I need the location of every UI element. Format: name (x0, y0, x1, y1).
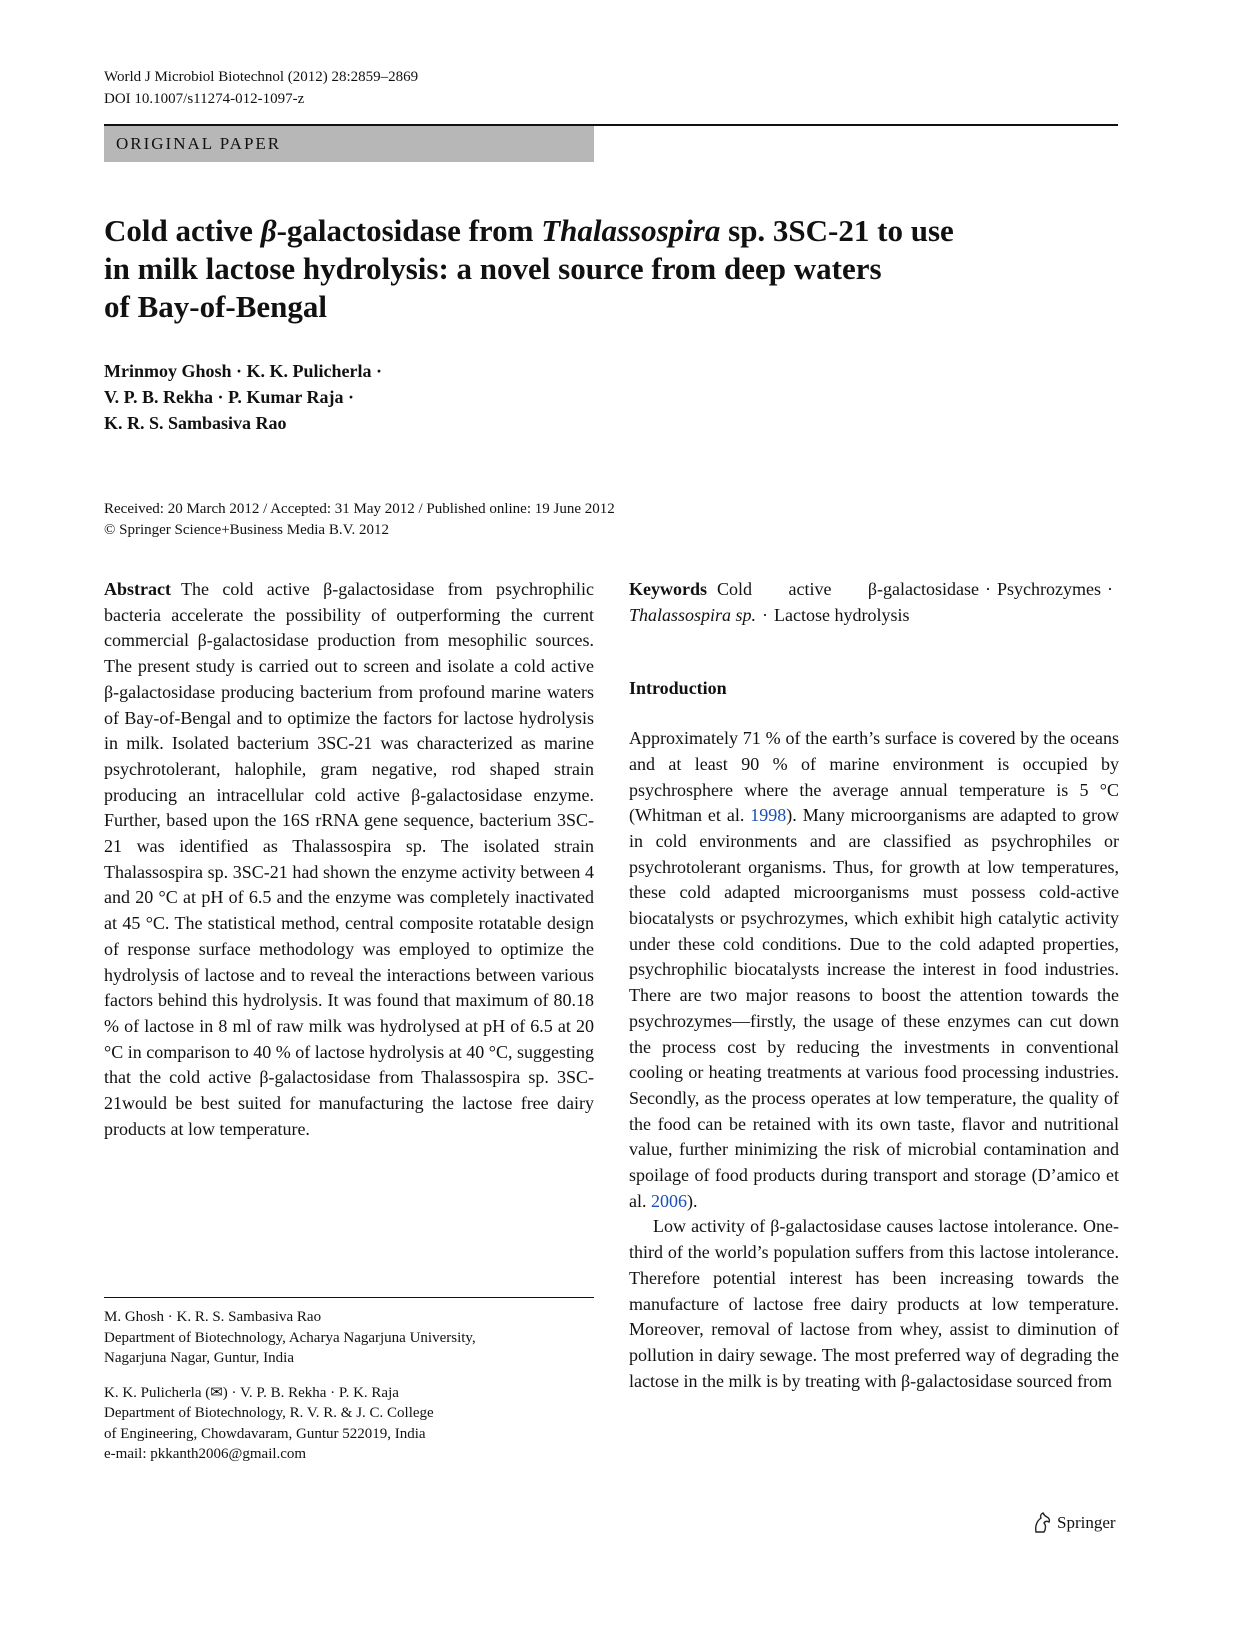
abstract-label: Abstract (104, 579, 171, 599)
abstract-text: The cold active β-galactosidase from psychrophilic bacteria accelerate the possibility of outperforming the current commercial β-galactosidase production from mesophilic sources. The present study is carried out to screen and isolate a cold active β-galactosidase producing bacterium from profound marine waters of Bay-of-Bengal and to optimize the factors for lactose hydrolysis in milk. Isolated bacterium 3SC-21 was characterized as marine psychrotolerant, halophile, gram negative, rod shaped strain producing an intracellular cold active β-galactosidase enzyme. Further, based upon the 16S rRNA gene sequence, bacterium 3SC-21 was identified as Thalassospira sp. The isolated strain Thalassospira sp. 3SC-21 had shown the enzyme activity between 4 and 20 °C at pH of 6.5 and the enzyme was completely inactivated at 45 °C. The statistical method, central composite rotatable design of response surface methodology was employed to optimize the hydrolysis of lactose and to reveal the interactions between various factors behind this hydrolysis. It was found that maximum of 80.18 % of lactose in 8 ml of raw milk was hydrolysed at pH of 6.5 at 20 °C in comparison to 40 % of lactose hydrolysis at 40 °C, suggesting that the cold active β-galactosidase from Thalassospira sp. 3SC-21would be best suited for manufacturing the lactose free dairy products at low temperature. (104, 579, 594, 1139)
intro-paragraph-1: Approximately 71 % of the earth’s surface is covered by the oceans and at least 90 % of marine environment is occupied by psychrosphere where the average annual temperature is 5 °C (Whitman et al. 1998). Many microorganisms are adapted to grow in cold environments and are classified as psychrophiles or psychrotolerant organisms. Thus, for growth at low temperatures, these cold adapted microorganisms must possess cold-active biocatalysts or psychrozymes, which exhibit high catalytic activity under these cold conditions. Due to the cold adapted properties, psychrophilic biocatalysts increase the interest in food industries. There are two major reasons to boost the attention towards the psychrozymes—firstly, the usage of these enzymes can cut down the process cost by reducing the investments in conventional cooling or heating treatments at various food processing industries. Secondly, as the process operates at low temperature, the quality of the food can be retained with its own taste, flavor and nutritional value, further minimizing the risk of microbial contamination and spoilage of food products during transport and storage (D’amico et al. 2006). (629, 728, 1119, 1211)
citation-link-1998[interactable]: 1998 (750, 805, 787, 826)
keywords: Keywords Cold active β-galactosidase · Psychrozymes ·Thalassospira sp. · Lactose hydrolysis (629, 579, 1113, 625)
paper-title: Cold active β-galactosidase from Thalassospira sp. 3SC-21 to use in milk lactose hydrolysis: a novel source from deep waters of Bay-of-Bengal (104, 213, 954, 324)
affiliations (104, 1307, 604, 1479)
publisher-logo (1032, 1512, 1116, 1534)
article-type-banner: ORIGINAL PAPER (104, 126, 594, 162)
journal-header (104, 66, 418, 110)
publication-dates: Received: 20 March 2012 / Accepted: 31 May 2012 / Published online: 19 June 2012 © Springer Science+Business Media B.V. 2012 (104, 501, 615, 538)
introduction-heading: Introduction (629, 678, 727, 699)
footnote-rule (104, 1297, 594, 1298)
author-email[interactable]: e-mail: pkkanth2006@gmail.com (104, 1446, 307, 1462)
publisher-name: Springer (1057, 1513, 1116, 1532)
journal-citation: World J Microbiol Biotechnol (2012) 28:2859–2869 (104, 69, 419, 85)
right-column (629, 577, 1119, 1394)
journal-doi: DOI 10.1007/s11274-012-1097-z (104, 91, 305, 107)
abstract-section (104, 577, 594, 1142)
affiliation-2: K. K. Pulicherla (✉) · V. P. B. Rekha · P. K. Raja Department of Biotechnology, R. V. R. & J. C. College of Engineering, Chowdavaram, Guntur 522019, India e-mail: pkkanth2006@gmail.com (104, 1383, 604, 1465)
affiliation-1: M. Ghosh · K. R. S. Sambasiva Rao Department of Biotechnology, Acharya Nagarjuna University, Nagarjuna Nagar, Guntur, India (104, 1309, 476, 1366)
springer-horse-icon (1032, 1512, 1052, 1534)
citation-link-2006[interactable]: 2006 (651, 1190, 687, 1211)
intro-paragraph-2: Low activity of β-galactosidase causes lactose intolerance. One-third of the world’s population suffers from this lactose intolerance. Therefore potential interest has been increasing towards the manufacture of lactose free dairy products at low temperature. Moreover, removal of lactose from whey, assist to diminution of pollution in dairy sewage. The most preferred way of degrading the lactose in the milk is by treating with β-galactosidase sourced from (629, 1216, 1119, 1391)
author-list: Mrinmoy Ghosh · K. K. Pulicherla · V. P. B. Rekha · P. Kumar Raja · K. R. S. Sambasiva Rao (104, 361, 383, 433)
